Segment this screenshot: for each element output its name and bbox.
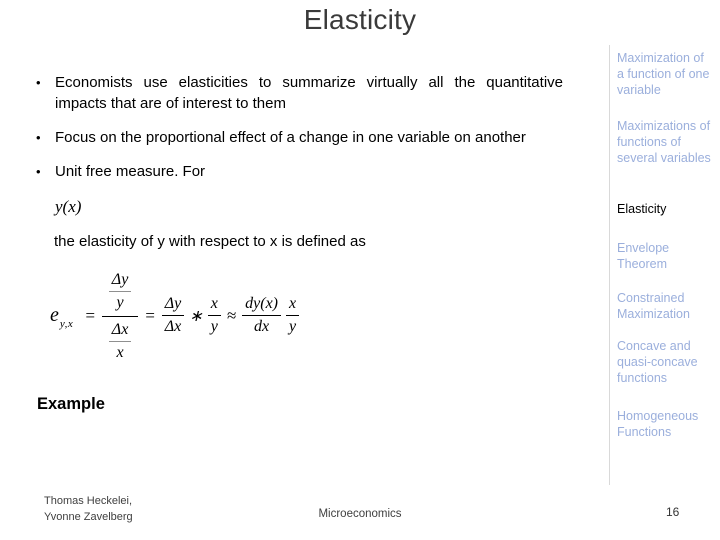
bullet-marker: • (36, 164, 41, 179)
fraction-denominator: y (289, 318, 297, 335)
equals-sign: = (84, 305, 96, 325)
bullet-item-focus (36, 127, 563, 148)
fraction-x-over-y (286, 294, 299, 337)
fraction-denominator: x (116, 344, 124, 361)
footer-author-line1: Thomas Heckelei, (44, 495, 133, 507)
bullet-text: Focus on the proportional effect of a change in one variable on another (55, 129, 526, 146)
fraction-dy-over-y (109, 270, 132, 313)
fraction-numerator: Δx (109, 320, 132, 342)
fraction-denominator: dx (254, 318, 270, 335)
bullet-text: Economists use elasticities to summarize virtually all the quantitative impacts that are of interest to them (55, 74, 563, 112)
fraction-denominator: Δx (164, 318, 182, 335)
fraction-numerator: x (286, 294, 299, 316)
slide-title: Elasticity (303, 4, 417, 35)
fraction-derivative (242, 294, 281, 337)
fraction-numerator: Δy (162, 294, 185, 316)
footer-course-title: Microeconomics (318, 508, 402, 520)
big-fraction-denominator (109, 317, 132, 363)
fraction-numerator: x (208, 294, 221, 316)
bullet-item-unit-free (36, 161, 563, 182)
big-fraction (102, 268, 139, 363)
sidebar-item-envelope-theorem[interactable]: Envelope Theorem (617, 241, 670, 271)
bullet-text: Unit free measure. For (55, 163, 206, 180)
fraction-denominator: y (116, 294, 124, 311)
fraction-numerator: dy(x) (242, 294, 281, 316)
example-heading: Example (37, 395, 105, 413)
big-fraction-numerator (102, 268, 139, 317)
sidebar-item-concave-functions[interactable]: Concave and quasi-concave functions (617, 339, 698, 385)
sidebar-item-homogeneous-functions[interactable]: Homogeneous Functions (617, 409, 699, 439)
sidebar-separator-line (609, 45, 610, 485)
formula-subscript: y,x (59, 317, 74, 330)
fraction-numerator: Δy (109, 270, 132, 292)
fraction-delta-y-delta-x (162, 294, 185, 337)
bullet-marker: • (36, 75, 41, 90)
page-number: 16 (666, 505, 680, 519)
bullet-marker: • (36, 130, 41, 145)
sidebar-item-elasticity[interactable]: Elasticity (617, 202, 667, 216)
equals-sign: = (144, 305, 156, 325)
fraction-denominator: y (210, 318, 218, 335)
math-function-expression: y(x) (55, 197, 82, 216)
fraction-x-over-y (208, 294, 221, 337)
bullet-item-economists (36, 72, 563, 114)
approx-sign: ≈ (226, 305, 237, 325)
bullet-list (36, 72, 563, 195)
footer-author-line2: Yvonne Zavelberg (44, 511, 133, 523)
fraction-dx-over-x (109, 320, 132, 363)
sidebar-item-maximizations-several-variables[interactable]: Maximizations of functions of several variables (617, 119, 711, 165)
formula-symbol-e: e (50, 304, 59, 326)
sidebar-item-constrained-maximization[interactable]: Constrained Maximization (617, 291, 690, 321)
sidebar-item-maximization-one-variable[interactable]: Maximization of a function of one variable (617, 51, 710, 97)
definition-intro-text: the elasticity of y with respect to x is defined as (54, 233, 366, 250)
multiplication-asterisk: ∗ (189, 307, 203, 325)
elasticity-formula (50, 268, 299, 363)
